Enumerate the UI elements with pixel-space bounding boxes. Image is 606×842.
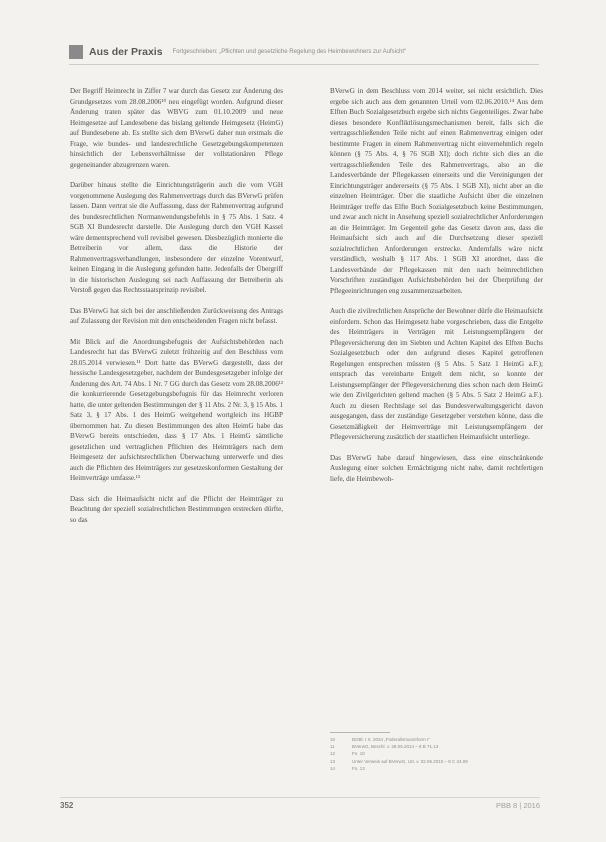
page-number: 352 bbox=[60, 801, 74, 810]
section-marker bbox=[69, 45, 83, 59]
footnote bbox=[330, 736, 543, 743]
footnote-number: 10 bbox=[330, 737, 336, 742]
left-column bbox=[70, 86, 283, 525]
header-divider bbox=[69, 64, 539, 65]
footnote-text: Fn. 10 bbox=[352, 751, 365, 757]
footnote-text: Fn. 13 bbox=[352, 765, 365, 771]
paragraph: Darüber hinaus stellte die Einrichtungsträgerin auch die vom VGH vorgenommene Auslegung des Rahmenvertrags durch das BVerwG prüfen lassen. Dann vertrat sie die Auffassung, dass der Rahmenvertrag aufgrund des bundesrechtlichen Normanwendungsbefehls in § 75 Abs. 1 Satz. 4 SGB XI Bundesrecht darstelle. Die Auslegung durch den VGH Kassel wäre dementsprechend voll revisibel gewesen. Diesbezüglich monierte die Betreiberin vor allem, dass die Historie der Rahmenvertragsverhandlungen, insbesondere der einzelne Vorentwurf, keinen Eingang in die Auslegung gefunden hatte. Jedenfalls der Übergriff in die historischen Auslegung sei nach Auffassung der Betreiberin als Verstoß gegen das Rechtsstaatsprinzip revisibel. bbox=[70, 181, 283, 294]
footnote-number: 12 bbox=[330, 751, 336, 757]
section-title: Aus der Praxis bbox=[89, 46, 163, 58]
paragraph: Der Begriff Heimrecht in Ziffer 7 war durch das Gesetz zur Änderung des Grundgesetzes vom 28.08.2006¹⁰ neu eingefügt worden. Aufgrund dieser Änderung traten später das WBVG zum 01.10.2009 und neue Heimgesetze auf Landesebene das bislang geltende Heimgesetz (HeimG) auf Bundesebene ab. Es stellte sich dem BVerwG daher nun erstmals die Frage, wie bundes- und landesrechtliche Gesetzgebungskompetenzen hinsichtlich der Lebensverhältnisse der vollstationären Pflege gegeneinander abzugrenzen waren. bbox=[70, 87, 283, 169]
paragraph: Mit Blick auf die Anordnungsbefugnis der Aufsichtsbehörden nach Landesrecht hat das BVerwG zuletzt frühzeitig auf den Beschluss vom 28.05.2014 verwiesen.¹¹ Dort hatte das BVerwG dargestellt, dass der hessische Landesgesetzgeber, nachdem der Bundesgesetzgeber infolge der Änderung des Art. 74 Abs. 1 Nr. 7 GG durch das Gesetz vom 28.08.2006¹² die konkurrierende Gesetzgebungsbefugnis für das Heimrecht verloren hatte, die unter geltenden Bestimmungen der § 11 Abs. 2 Nr. 3, § 15 Abs. 1 Satz 3, § 17 Abs. 1 des HeimG weitgehend wortgleich ins HGBP übernommen hat. Zu diesen Bestimmungen des alten HeimG habe das BVerwG bereits entschieden, dass § 17 Abs. 1 HeimG sämtliche gesetzlichen und vertraglichen Pflichten des Heimträgers nach dem Heimgesetz der aufsichtsrechtlichen Überwachung unterwerfe und dies auch die Pflichten des Heimträgers zur gesetzeskonformen Gestaltung der Heimverträge umfasse.¹³ bbox=[70, 337, 283, 482]
footnote-text: Unter Verweis auf BVerwG, Urt. v. 02.06.2010 – 8 C 24.09 bbox=[352, 758, 468, 764]
paragraph: Auch die zivilrechtlichen Ansprüche der Bewohner dürfe die Heimaufsicht einfordern. Schon das Heimgesetz habe vorgeschrieben, dass die Entgelte des Heimträgers in Verträgen mit Leistungsempfängern der Pflegeversicherung den im Siebten und Achten Kapitel des Elften Buchs Sozialgesetzbuch oder den aufgrund dieses Kapitel getroffenen Regelungen entsprechen müssten (§ 5 Abs. 5 Satz 1 HeimG a.F.); entsprach das vereinbarte Entgelt dem nicht, so konnte der Leistungsempfänger der Pflegeversicherung dies schon nach dem HeimG wie den Zivilgerichten geltend machen (§ 5 Abs. 5 Satz 2 HeimG a.F.). Auch zu diesen Rechtslage sei das Bundesverwaltungsgericht davon ausgegangen, dass der zuständige Gesetzgeber verstehen könne, dass die Gesetzmäßigkeit der Heimverträge mit Leistungsempfängern der Pflegeversicherung zusätzlich der staatlichen Heimaufsicht unterliege. bbox=[330, 307, 543, 441]
page-header bbox=[69, 43, 539, 61]
footnote-number: 14 bbox=[330, 765, 336, 771]
footnotes bbox=[330, 736, 543, 772]
right-column bbox=[330, 86, 543, 484]
footnote-number: 13 bbox=[330, 758, 336, 764]
footnote bbox=[330, 765, 543, 772]
footnote bbox=[330, 758, 543, 765]
footnote bbox=[330, 750, 543, 757]
footnote bbox=[330, 743, 543, 750]
paragraph: BVerwG in dem Beschluss vom 2014 weiter, sei nicht ersichtlich. Dies ergebe sich auch aus dem genannten Urteil vom 02.06.2010.¹⁴ Aus dem Elften Buch Sozialgesetzbuch ergebe sich nichts Gegenteiliges. Zwar habe dieses besondere Konfliktlösungsmechanismen bereit, falls sich die vertragsschließenden Teile nicht auf einen Rahmenvertrag einigen oder bestimmte Fragen in einem Rahmenvertrag nicht einvernehmlich regeln können (§ 75 Abs. 4, § 76 SGB XI); doch richte sich dies an die vertragsschließenden Teile des Rahmenvertrags, also an die Landesverbände der Pflegekassen einerseits und die Vereinigungen der Einrichtungsträger andererseits (§ 75 Abs. 1 SGB XI), nicht aber an die einzelnen Heimträger. Über die staatliche Aufsicht über die einzelnen Heimträger treffe das Elfte Buch Sozialgesetzbuch keine Bestimmungen, und zwar auch nicht in Ansehung speziell sozialrechtlicher Anforderungen an die Heimträger. Im Gegenteil gehe das Gesetz davon aus, dass die Heimaufsicht sich auch auf die Durchsetzung dieser speziell sozialrechtlichen Anforderungen erstrecke. Andernfalls wäre nicht verständlich, weshalb § 117 Abs. 1 SGB XI anordnet, dass die Landesverbände der Pflegekassen mit den nach heimrechtlichen Vorschriften zuständigen Aufsichtsbehörden bei der Überprüfung der Pflegeeinrichtungen eng zusammenzuarbeiten. bbox=[330, 87, 543, 295]
footnote-divider bbox=[330, 732, 390, 733]
footer-divider bbox=[60, 797, 540, 798]
article-subtitle: Fortgeschrieben: „Pflichten und gesetzliche Regelung des Heimbewohners zur Aufsicht“ bbox=[172, 49, 407, 55]
issue-label: PBB 8 | 2016 bbox=[495, 801, 540, 810]
paragraph: Das BVerwG habe darauf hingewiesen, dass eine einschränkende Auslegung einer solchen Ermächtigung nicht nahe, damit rechtfertigen liefe, die Heimbewoh- bbox=[330, 453, 543, 483]
paragraph: Das BVerwG hat sich bei der anschließenden Zurückweisung des Antrags auf Zulassung der Revision mit den entscheidenden Fragen nicht befasst. bbox=[70, 306, 283, 325]
footnote-text: BGBl. I S. 2034 „Föderalismusreform I“ bbox=[352, 737, 430, 742]
paragraph: Dass sich die Heimaufsicht nicht auf die Pflicht der Heimträger zu Beachtung der speziell sozialrechtlichen Bestimmungen erstrecken dürfte, so das bbox=[70, 494, 283, 524]
footnote-text: BVerwG, Beschl. v. 28.05.2014 – 8 B 71.13 bbox=[352, 744, 439, 750]
footnote-number: 11 bbox=[330, 744, 335, 750]
